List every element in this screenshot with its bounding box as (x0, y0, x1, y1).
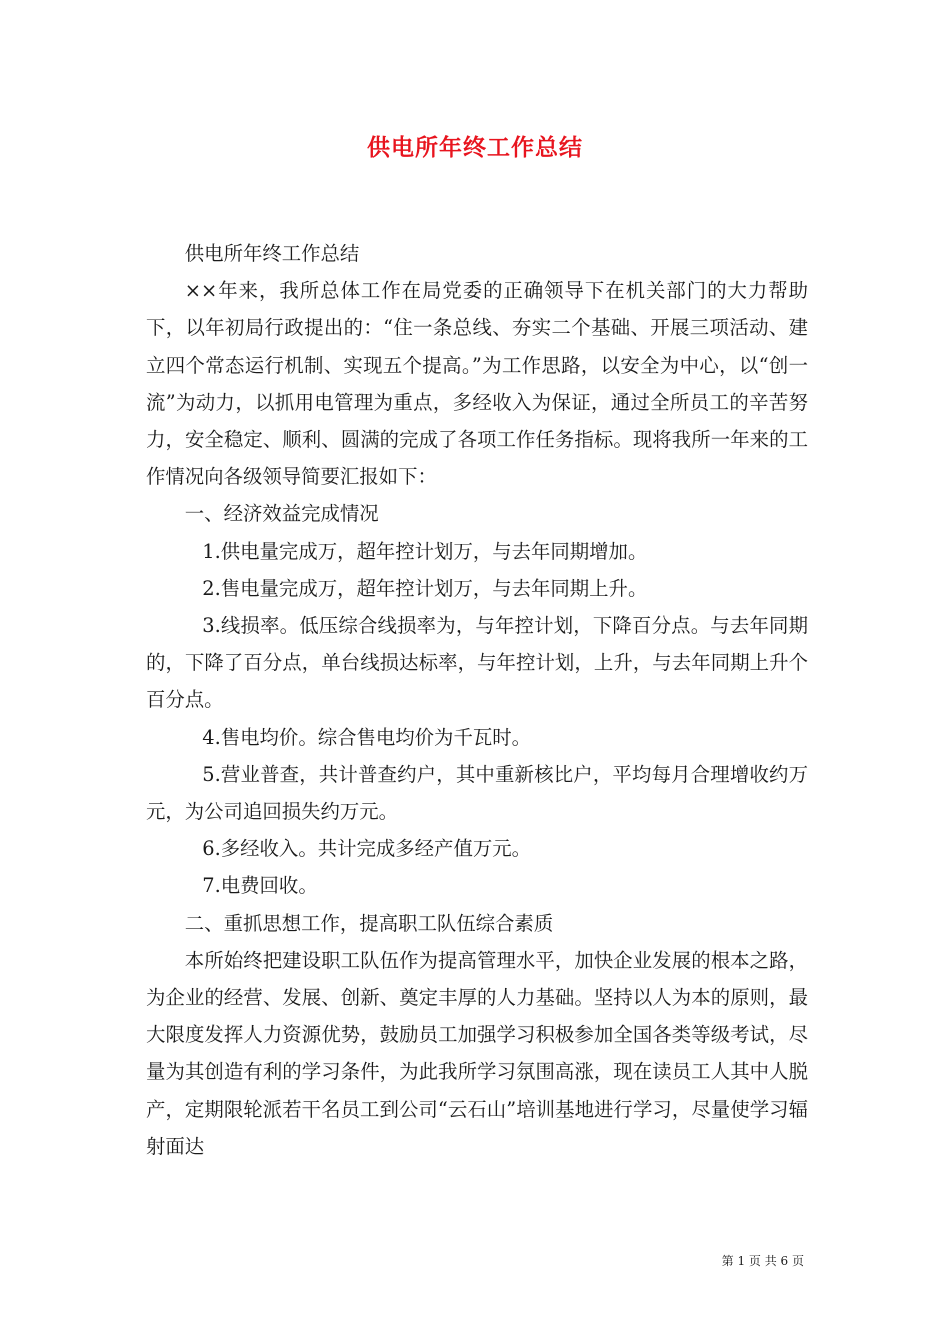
page-title: 供电所年终工作总结 (367, 134, 583, 161)
list-item: 5.营业普查，共计普查约户，其中重新核比户，平均每月合理增收约万元，为公司追回损失约万元。 (146, 762, 808, 824)
list-item: 7.电费回收。 (202, 874, 318, 898)
page-number: 第 1 页 共 6 页 (721, 1254, 804, 1268)
list-item: 3.线损率。低压综合线损率为，与年控计划，下降百分点。与去年同期的，下降了百分点，单台线损达标率，与年控计划，上升，与去年同期上升个百分点。 (146, 614, 808, 712)
list-item: 4.售电均价。综合售电均价为千瓦时。 (202, 725, 531, 749)
document-body (146, 235, 808, 1165)
list-item: 6.多经收入。共计完成多经产值万元。 (202, 837, 531, 861)
list-item: 1.供电量完成万，超年控计划万，与去年同期增加。 (202, 539, 648, 563)
list-item: 2.售电量完成万，超年控计划万，与去年同期上升。 (202, 576, 648, 600)
paragraph: 供电所年终工作总结 (184, 242, 360, 265)
paragraph: 一、经济效益完成情况 (184, 502, 379, 526)
paragraph: 二、重抓思想工作，提高职工队伍综合素质 (184, 911, 554, 935)
paragraph: 本所始终把建设职工队伍作为提高管理水平，加快企业发展的根本之路，为企业的经营、发展、创新、奠定丰厚的人力基础。坚持以人为本的原则，最大限度发挥人力资源优势，鼓励员工加强学习积极参加全国各类等级考试，尽量为其创造有利的学习条件，为此我所学习氛围高涨，现在读员工人其中人脱产，定期限轮派若干名员工到公司“云石山”培训基地进行学习，尽量使学习辐射面达 (146, 948, 808, 1158)
paragraph: ××年来，我所总体工作在局党委的正确领导下在机关部门的大力帮助下，以年初局行政提出的：“住一条总线、夯实二个基础、开展三项活动、建立四个常态运行机制、实现五个提高。”为工作思路，以安全为中心，以“创一流”为动力，以抓用电管理为重点，多经收入为保证，通过全所员工的辛苦努力，安全稳定、顺利、圆满的完成了各项工作任务指标。现将我所一年来的工作情况向各级领导简要汇报如下： (146, 279, 808, 489)
